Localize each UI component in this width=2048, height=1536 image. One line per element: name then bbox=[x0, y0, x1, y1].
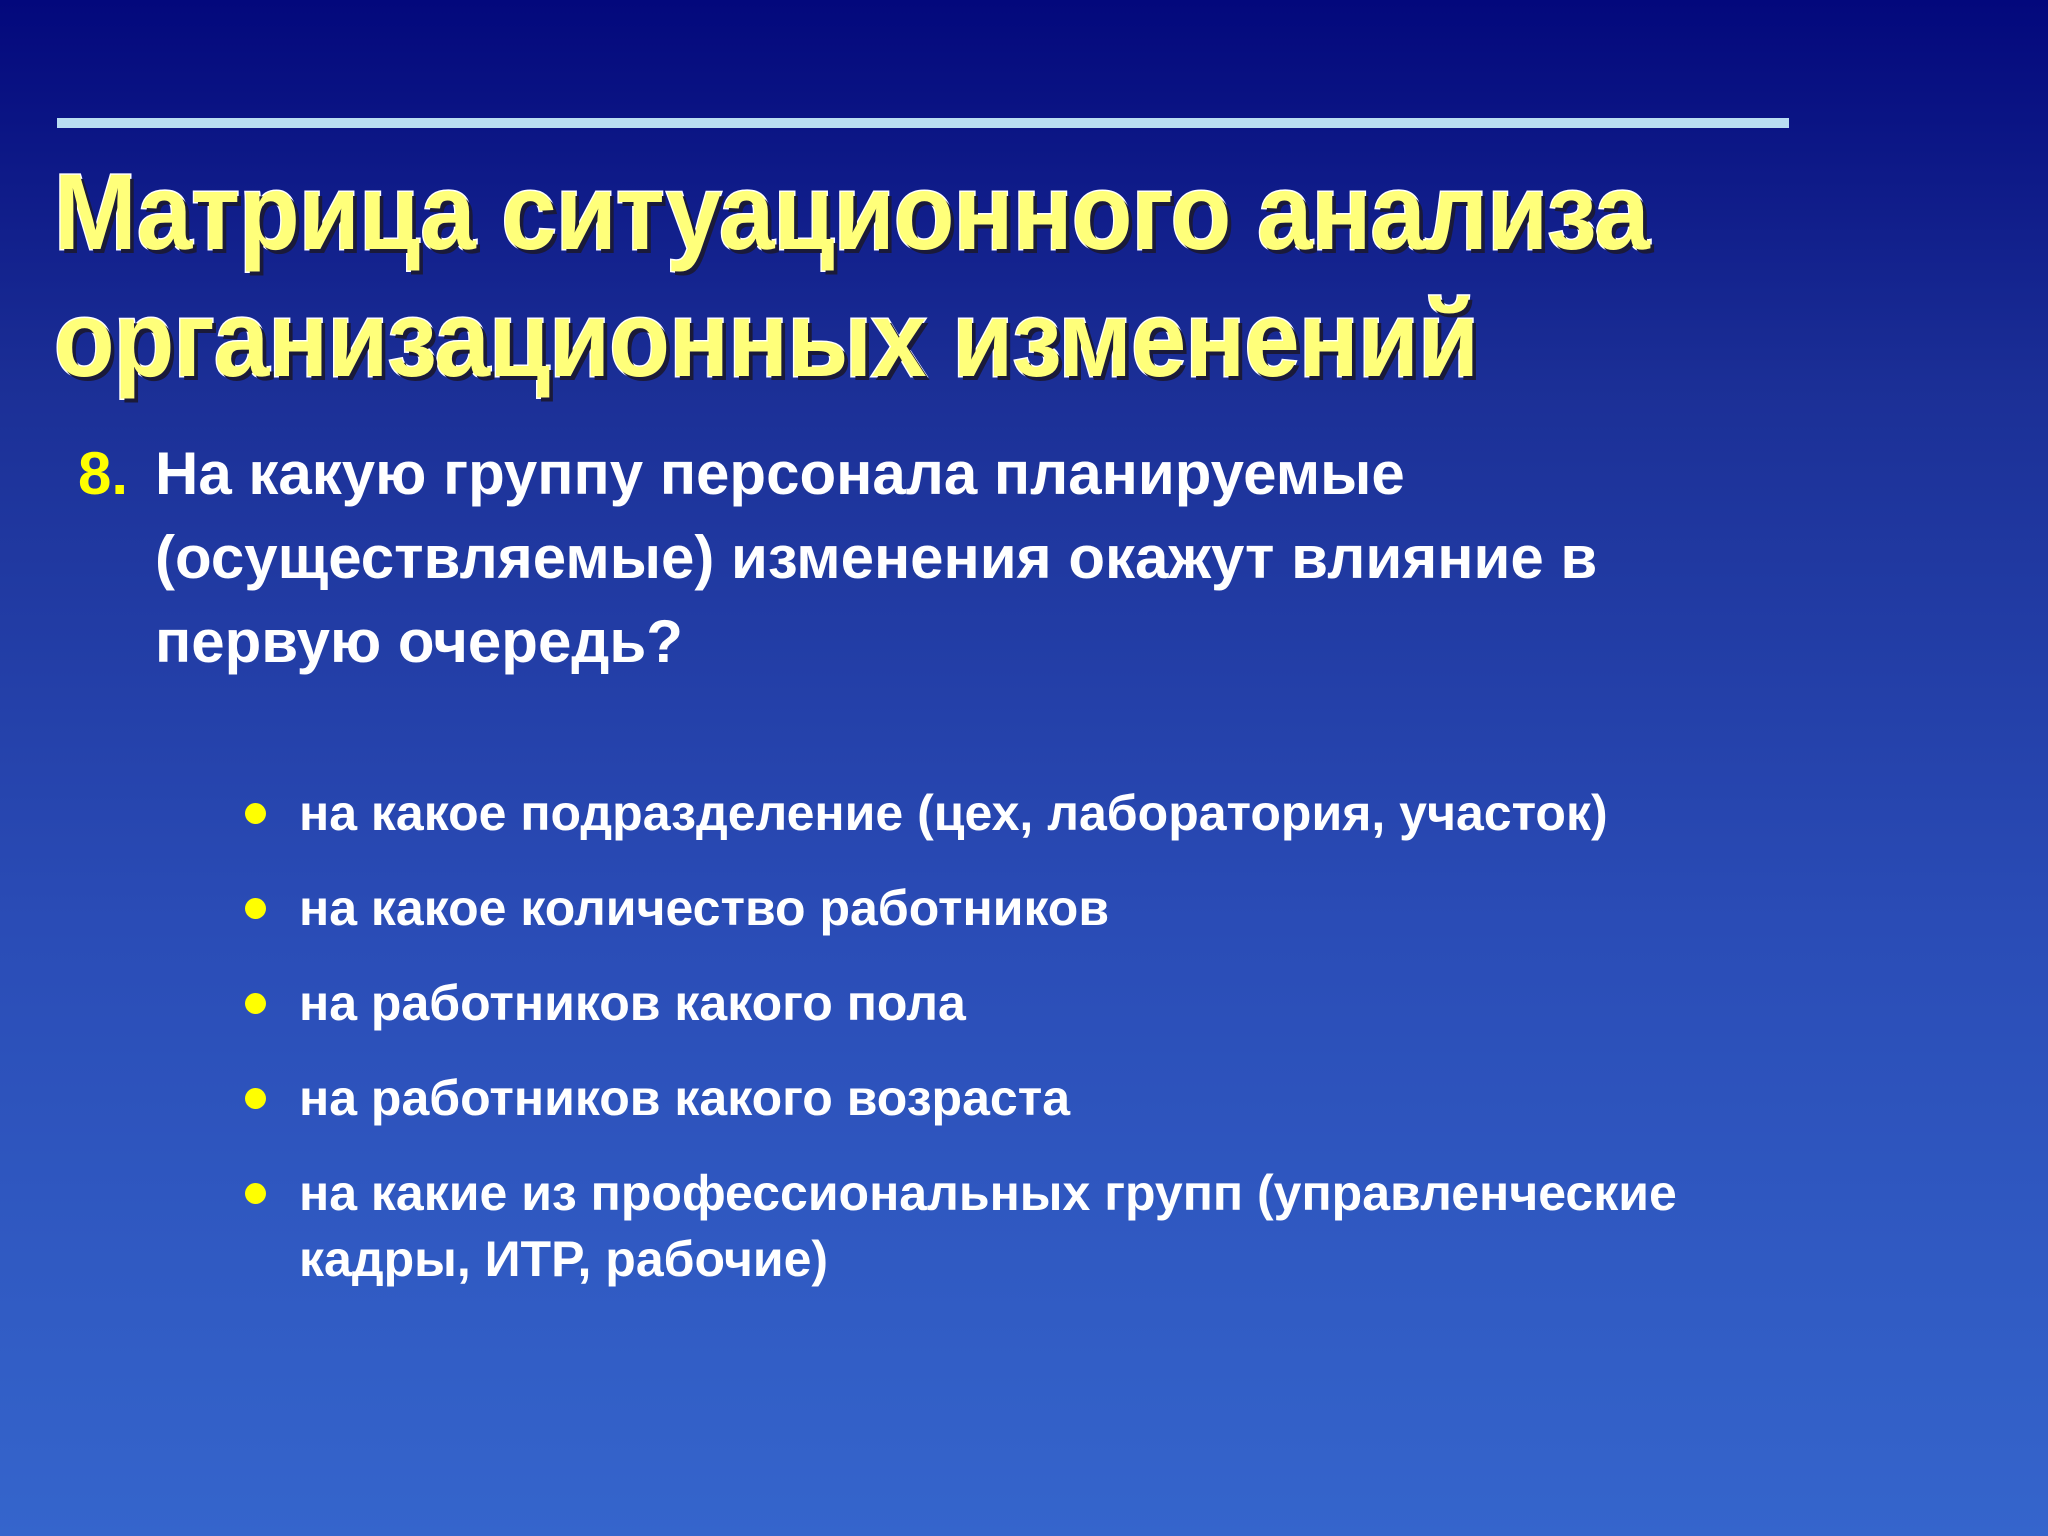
bullet-dot-icon bbox=[245, 993, 266, 1014]
bullet-item bbox=[240, 1065, 1960, 1131]
question-text bbox=[155, 432, 1958, 684]
bullet-item bbox=[240, 970, 1960, 1036]
bullet-dot-icon bbox=[245, 1088, 266, 1109]
question-number: 8. bbox=[78, 440, 129, 507]
slide-title bbox=[54, 148, 1649, 402]
bullet-text bbox=[299, 1165, 1677, 1287]
question-line-1: На какую группу персонала планируемые bbox=[155, 440, 1405, 507]
bullet-dot-icon bbox=[245, 1183, 266, 1204]
bullet-text-line-2: кадры, ИТР, рабочие) bbox=[299, 1231, 829, 1287]
bullet-text: на работников какого возраста bbox=[299, 1070, 1070, 1126]
bullet-text-line-1: на какие из профессиональных групп (управленческие bbox=[299, 1165, 1677, 1221]
slide-title-line-2: организационных изменений bbox=[54, 278, 1479, 399]
slide-title-line-1: Матрица ситуационного анализа bbox=[54, 151, 1649, 272]
bullet-text: на какое подразделение (цех, лаборатория, участок) bbox=[299, 785, 1608, 841]
bullet-dot-icon bbox=[245, 803, 266, 824]
bullet-list bbox=[240, 780, 1960, 1321]
title-top-rule bbox=[57, 118, 1789, 128]
question-line-3: первую очередь? bbox=[155, 608, 683, 675]
bullet-item bbox=[240, 875, 1960, 941]
bullet-text: на какое количество работников bbox=[299, 880, 1110, 936]
bullet-item bbox=[240, 780, 1960, 846]
question-block bbox=[78, 432, 1958, 684]
bullet-dot-icon bbox=[245, 898, 266, 919]
bullet-text: на работников какого пола bbox=[299, 975, 966, 1031]
bullet-item bbox=[240, 1160, 1960, 1292]
question-line-2: (осуществляемые) изменения окажут влияние в bbox=[155, 524, 1598, 591]
